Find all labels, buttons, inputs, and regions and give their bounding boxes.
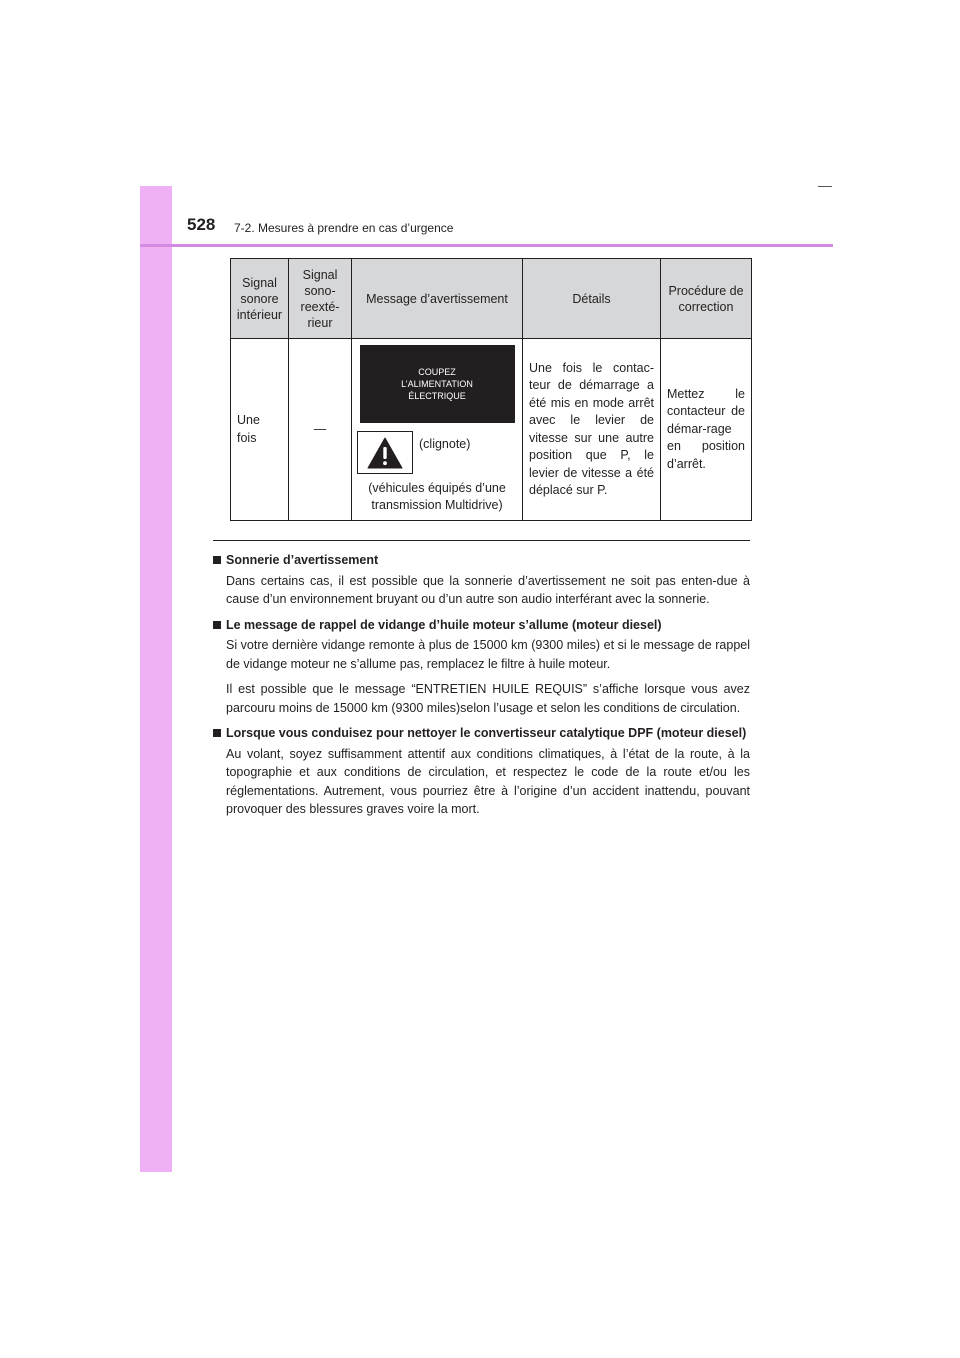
note-title: Sonnerie d’avertissement [213,551,750,570]
note-paragraph: Dans certains cas, il est possible que la sonnerie d’avertissement ne soit pas enten-due à cause d’un environnement bruyant ou d’un autre son audio interférant avec la sonnerie. [226,573,750,606]
note-paragraph: Si votre dernière vidange remonte à plus de 15000 km (9300 miles) et si le message de rappel de vidange moteur ne s’allume pas, remplacez le filtre à huile moteur. [226,638,750,671]
square-bullet-icon [213,556,221,564]
square-bullet-icon [213,729,221,737]
section-rule [213,540,750,541]
table-row [231,339,752,521]
header-warning-message: Message d’avertissement [352,259,523,339]
note-paragraph: Il est possible que le message “ENTRETIEN HUILE REQUIS” s’affiche lorsque vous avez parcouru moins de 15000 km (9300 miles)selon l’usage et selon les conditions de circulation. [226,682,750,715]
display-screen [360,345,515,423]
screen-line: L’ALIMENTATION [401,379,473,389]
square-bullet-icon [213,621,221,629]
flash-label: (clignote) [419,436,471,451]
vehicle-note: (véhicules équipés d’une transmission Multidrive) [368,481,506,512]
interior-signal-cell: Une fois [231,339,289,521]
flash-indicator-row [357,431,522,474]
section-sidebar-tab [140,186,172,1172]
screen-line: ÉLECTRIQUE [408,391,466,401]
details-cell: Une fois le contac-teur de démarrage a été mis en mode arrêt avec le levier de vitesse sur une autre position que P, le levier de vitesse a été déplacé sur P. [523,339,661,521]
icon-frame [357,431,413,474]
notes-section [213,551,750,826]
header-interior-signal: Signal sonore intérieur [231,259,289,339]
procedure-cell: Mettez le contacteur de démar-rage en position d’arrêt. [661,339,752,521]
header-procedure: Procédure de correction [661,259,752,339]
page-number: 528 [187,215,216,234]
note-paragraph: Au volant, soyez suffisamment attentif aux conditions climatiques, à l’état de la route, à la topographie et aux conditions de circulation, et respectez le code de la route et/ou les réglementations. Autrement, vous pourriez être à l’origine d’un accident inattendu, pouvant provoquer des blessures graves voire la mort. [226,746,750,816]
running-head: 7-2. Mesures à prendre en cas d’urgence [234,221,454,235]
table-header-row [231,259,752,339]
warning-triangle-icon [367,437,403,469]
note-title: Lorsque vous conduisez pour nettoyer le convertisseur catalytique DPF (moteur diesel) [213,724,750,743]
header-rule [140,244,833,247]
screen-line: COUPEZ [418,367,456,377]
note-title: Le message de rappel de vidange d’huile moteur s’allume (moteur diesel) [213,616,750,635]
header-details: Détails [523,259,661,339]
exterior-signal-cell: — [289,339,352,521]
header-exterior-signal: Signal sono-reexté-rieur [289,259,352,339]
warning-table [230,258,752,521]
corner-mark [818,186,832,187]
warning-message-cell [352,339,523,521]
